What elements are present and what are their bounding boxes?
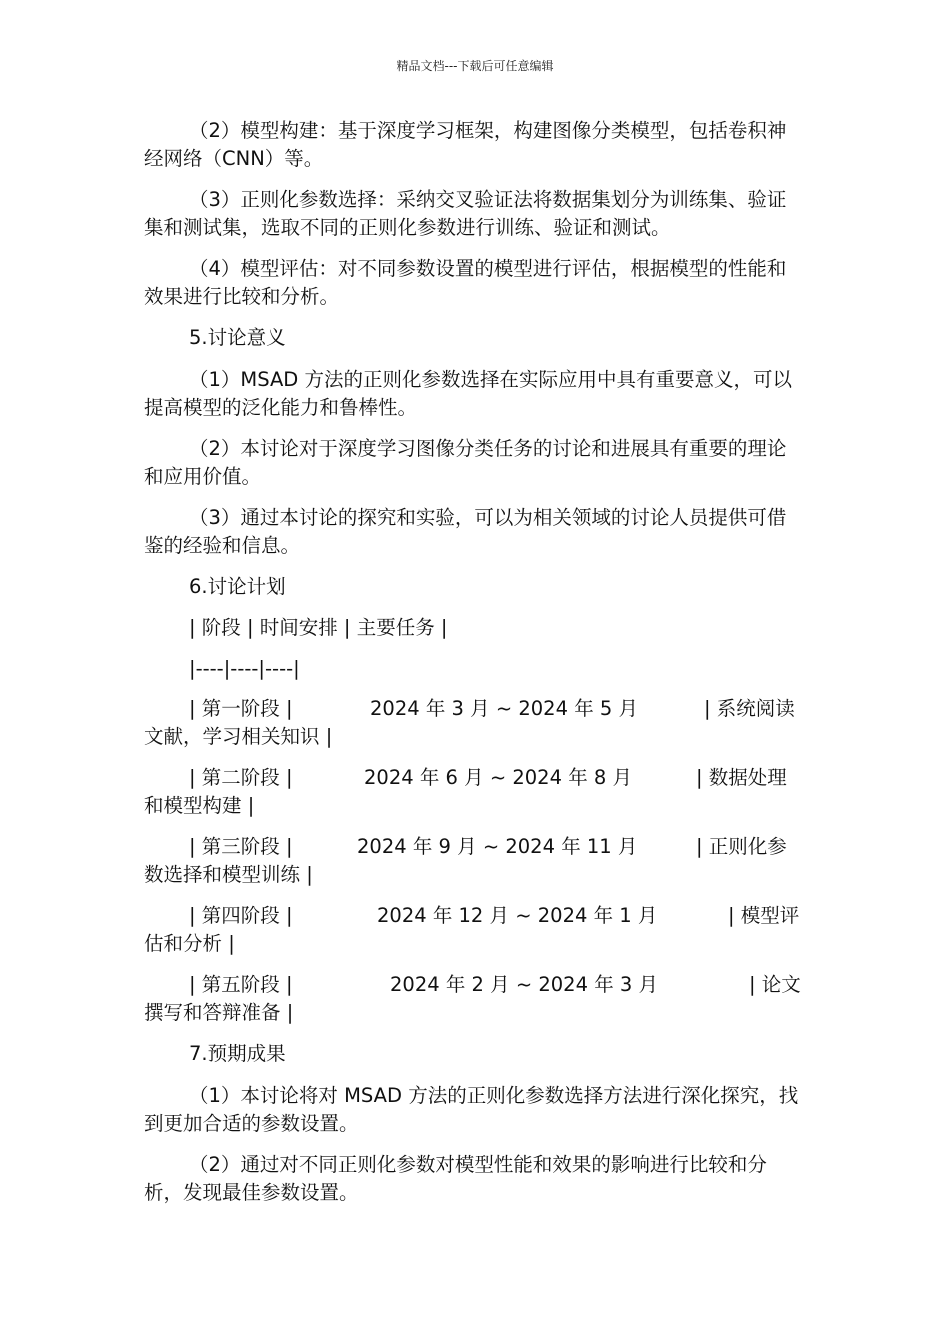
paragraph-significance-1: （1）MSAD 方法的正则化参数选择在实际应用中具有重要意义，可以提高模型的泛化能力和鲁棒性。 xyxy=(144,368,793,419)
plan-row xyxy=(144,833,804,889)
plan-row-task-continued: 撰写和答辩准备 | xyxy=(144,1001,294,1024)
page-header: 精品文档---下载后可任意编辑 xyxy=(396,59,554,73)
plan-row-stage: | 第三阶段 | xyxy=(189,835,293,858)
paragraph-significance-3: （3）通过本讨论的探究和实验，可以为相关领域的讨论人员提供可借鉴的经验和信息。 xyxy=(144,506,787,557)
plan-row-task: | 模型评 xyxy=(728,904,800,927)
section-heading-significance: 5.讨论意义 xyxy=(189,326,286,349)
plan-row-time: 2024 年 2 月 ~ 2024 年 3 月 xyxy=(390,973,658,996)
plan-row-stage: | 第一阶段 | xyxy=(189,697,293,720)
plan-row-time: 2024 年 6 月 ~ 2024 年 8 月 xyxy=(364,766,632,789)
plan-row-time: 2024 年 3 月 ~ 2024 年 5 月 xyxy=(370,697,638,720)
plan-row-time: 2024 年 9 月 ~ 2024 年 11 月 xyxy=(357,835,638,858)
plan-row-task: | 系统阅读 xyxy=(704,697,795,720)
section-heading-expected-results: 7.预期成果 xyxy=(189,1042,286,1065)
plan-row-time: 2024 年 12 月 ~ 2024 年 1 月 xyxy=(377,904,658,927)
plan-row-stage: | 第五阶段 | xyxy=(189,973,293,996)
plan-row xyxy=(144,764,804,820)
plan-table-separator: |----|----|----| xyxy=(189,657,300,680)
paragraph-regularization-selection: （3）正则化参数选择：采纳交叉验证法将数据集划分为训练集、验证集和测试集，选取不同的正则化参数进行训练、验证和测试。 xyxy=(144,188,787,239)
plan-row-stage: | 第四阶段 | xyxy=(189,904,293,927)
paragraph-expected-2: （2）通过对不同正则化参数对模型性能和效果的影响进行比较和分析，发现最佳参数设置。 xyxy=(144,1153,767,1204)
plan-row-task-continued: 文献，学习相关知识 | xyxy=(144,725,333,748)
section-heading-plan: 6.讨论计划 xyxy=(189,575,286,598)
paragraph-model-evaluation: （4）模型评估：对不同参数设置的模型进行评估，根据模型的性能和效果进行比较和分析。 xyxy=(144,257,787,308)
plan-row xyxy=(144,971,804,1027)
plan-row-stage: | 第二阶段 | xyxy=(189,766,293,789)
plan-row-task: | 数据处理 xyxy=(696,766,787,789)
paragraph-model-construction: （2）模型构建：基于深度学习框架，构建图像分类模型，包括卷积神经网络（CNN）等。 xyxy=(144,119,787,170)
plan-row-task-continued: 数选择和模型训练 | xyxy=(144,863,313,886)
plan-row-task-continued: 和模型构建 | xyxy=(144,794,255,817)
plan-table-header: | 阶段 | 时间安排 | 主要任务 | xyxy=(189,616,448,639)
plan-row xyxy=(144,902,804,958)
paragraph-significance-2: （2）本讨论对于深度学习图像分类任务的讨论和进展具有重要的理论和应用价值。 xyxy=(144,437,787,488)
paragraph-expected-1: （1）本讨论将对 MSAD 方法的正则化参数选择方法进行深化探究，找到更加合适的参数设置。 xyxy=(144,1084,799,1135)
plan-row xyxy=(144,695,804,751)
plan-row-task: | 正则化参 xyxy=(696,835,787,858)
plan-row-task: | 论文 xyxy=(749,973,801,996)
plan-row-task-continued: 估和分析 | xyxy=(144,932,235,955)
